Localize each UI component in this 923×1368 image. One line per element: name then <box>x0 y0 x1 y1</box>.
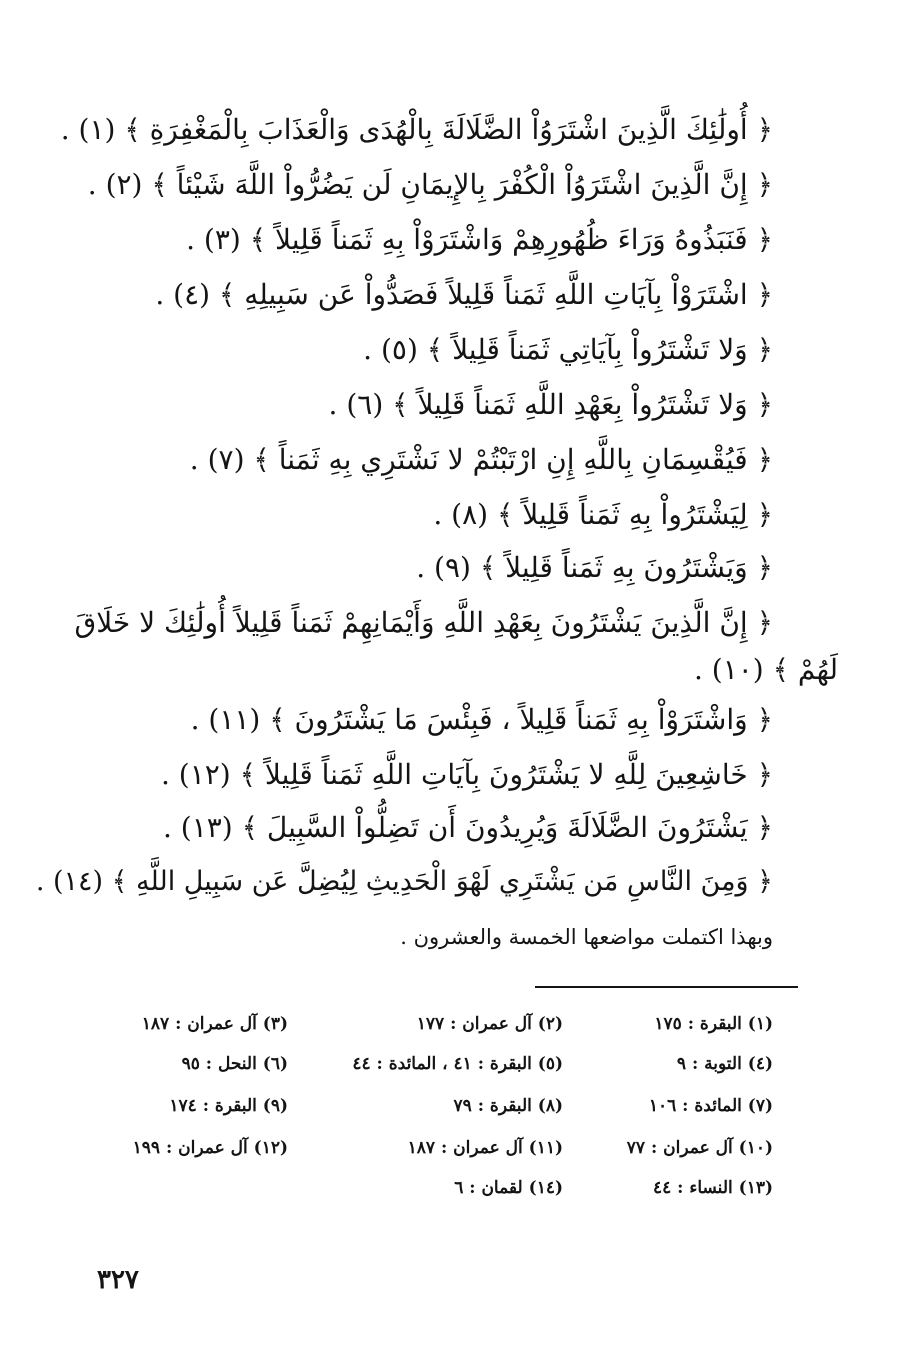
verse-line-14: ﴿ وَمِنَ النَّاسِ مَن يَشْتَرِي لَهْوَ الْحَدِيثِ لِيُضِلَّ عَن سَبِيلِ اللَّهِ ﴾ (١٤) . <box>35 866 773 897</box>
verse-line-10-continued: لَهُمْ ﴾ (١٠) . <box>693 653 838 686</box>
footnote-12: (١٢) آل عمران : ١٩٩ <box>132 1138 288 1158</box>
footnote-8: (٨) البقرة : ٧٩ <box>453 1096 563 1116</box>
footnote-6: (٦) النحل : ٩٥ <box>181 1054 288 1074</box>
verse-line-1: ﴿ أُولَٰئِكَ الَّذِينَ اشْتَرَوُاْ الضَّلَالَةَ بِالْهُدَى وَالْعَذَابَ بِالْمَغْفِرَةِ ﴾ (١) . <box>60 113 773 146</box>
verse-line-3: ﴿ فَنَبَذُوهُ وَرَاءَ ظُهُورِهِمْ وَاشْتَرَوْاْ بِهِ ثَمَناً قَلِيلاً ﴾ (٣) . <box>186 223 773 256</box>
footnote-10: (١٠) آل عمران : ٧٧ <box>626 1138 773 1158</box>
footnote-11: (١١) آل عمران : ١٨٧ <box>407 1138 563 1158</box>
verse-line-8: ﴿ لِيَشْتَرُواْ بِهِ ثَمَناً قَلِيلاً ﴾ (٨) . <box>433 498 773 531</box>
footnote-1: (١) البقرة : ١٧٥ <box>654 1014 773 1034</box>
page-number: ٣٢٧ <box>97 1265 139 1295</box>
footnote-5: (٥) البقرة : ٤١ ، المائدة : ٤٤ <box>352 1054 563 1074</box>
verse-line-2: ﴿ إِنَّ الَّذِينَ اشْتَرَوُاْ الْكُفْرَ بِالإِيمَانِ لَن يَضُرُّواْ اللَّهَ شَيْئاً ﴾ (٢) . <box>87 168 773 201</box>
footnote-2: (٢) آل عمران : ١٧٧ <box>416 1014 563 1034</box>
footnote-14: (١٤) لقمان : ٦ <box>454 1178 563 1198</box>
footnote-9: (٩) البقرة : ١٧٤ <box>169 1096 288 1116</box>
verse-line-6: ﴿ وَلا تَشْتَرُواْ بِعَهْدِ اللَّهِ ثَمَناً قَلِيلاً ﴾ (٦) . <box>328 388 773 421</box>
closing-sentence: وبهذا اكتملت مواضعها الخمسة والعشرون . <box>400 925 773 949</box>
verse-line-12: ﴿ خَاشِعِينَ لِلَّهِ لا يَشْتَرُونَ بِآيَاتِ اللَّهِ ثَمَناً قَلِيلاً ﴾ (١٢) . <box>160 758 773 791</box>
verse-line-7: ﴿ فَيُقْسِمَانِ بِاللَّهِ إِنِ ارْتَبْتُمْ لا نَشْتَرِي بِهِ ثَمَناً ﴾ (٧) . <box>189 443 773 476</box>
verse-line-9: ﴿ وَيَشْتَرُونَ بِهِ ثَمَناً قَلِيلاً ﴾ (٩) . <box>416 551 773 584</box>
footnote-3: (٣) آل عمران : ١٨٧ <box>141 1014 288 1034</box>
verse-line-10: ﴿ إِنَّ الَّذِينَ يَشْتَرُونَ بِعَهْدِ اللَّهِ وَأَيْمَانِهِمْ ثَمَناً قَلِيلاً أُولَٰئِكَ لا خَلَاقَ <box>74 606 773 639</box>
verse-line-4: ﴿ اشْتَرَوْاْ بِآيَاتِ اللَّهِ ثَمَناً قَلِيلاً فَصَدُّواْ عَن سَبِيلِهِ ﴾ (٤) . <box>155 278 773 311</box>
verse-line-5: ﴿ وَلا تَشْتَرُواْ بِآيَاتِي ثَمَناً قَلِيلاً ﴾ (٥) . <box>363 333 773 366</box>
footnote-7: (٧) المائدة : ١٠٦ <box>648 1096 773 1116</box>
footnote-13: (١٣) النساء : ٤٤ <box>652 1178 773 1198</box>
footnote-4: (٤) التوبة : ٩ <box>676 1054 773 1074</box>
verse-line-13: ﴿ يَشْتَرُونَ الضَّلَالَةَ وَيُرِيدُونَ أَن تَضِلُّواْ السَّبِيلَ ﴾ (١٣) . <box>162 811 773 844</box>
footnote-separator <box>535 986 798 988</box>
verse-line-11: ﴿ وَاشْتَرَوْاْ بِهِ ثَمَناً قَلِيلاً ، فَبِئْسَ مَا يَشْتَرُونَ ﴾ (١١) . <box>190 703 773 736</box>
